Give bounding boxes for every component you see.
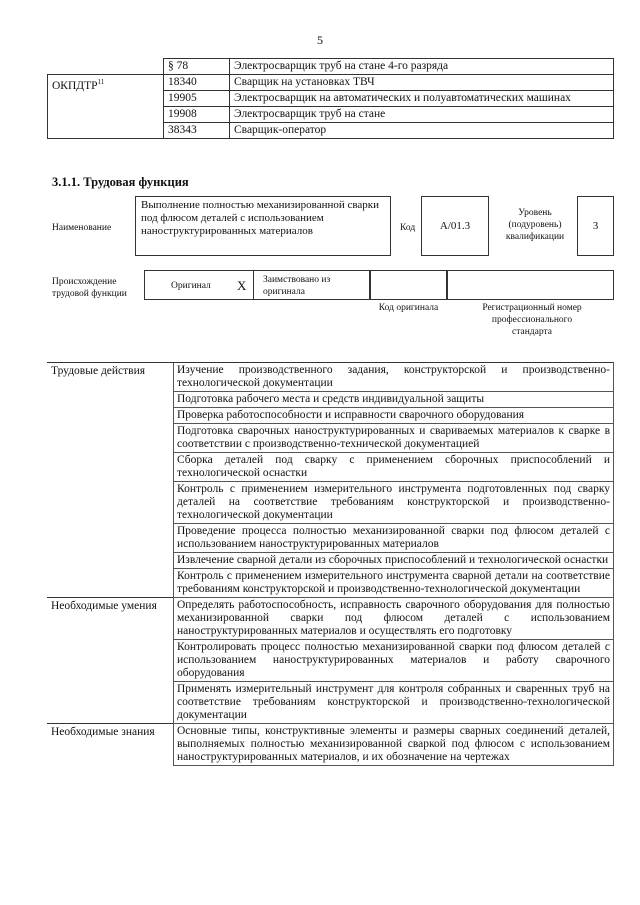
requirement-text: Применять измерительный инструмент для контроля собранных и сваренных труб на соответствие требованиям конструкторской и производственно-технологической документации <box>174 682 614 724</box>
okpdtr-code: § 78 <box>164 59 230 75</box>
requirement-text: Контролировать процесс полностью механизированной сварки под флюсом деталей с использованием наноструктурированных материалов и работу сварочного оборудования <box>174 640 614 682</box>
code-value: A/01.3 <box>439 220 471 232</box>
okpdtr-name: Сварщик-оператор <box>230 123 614 139</box>
origin-box <box>144 270 370 300</box>
requirement-row <box>47 598 614 640</box>
okpdtr-label-cell <box>48 59 164 75</box>
borrowed-label: Заимствовано из оригинала <box>263 275 331 297</box>
section-title: 3.1.1. Трудовая функция <box>52 175 189 189</box>
requirement-text: Определять работоспособность, исправность сварочного оборудования для полностью механизированной сварки под флюсом деталей с использованием наноструктурированных материалов и осуществлять его подготовку <box>174 598 614 640</box>
requirement-row <box>47 363 614 392</box>
okpdtr-label: ОКПДТР <box>52 79 98 92</box>
name-label: Наименование <box>52 223 112 233</box>
okpdtr-name: Электросварщик труб на стане <box>230 107 614 123</box>
origin-label: Происхождение трудовой функции <box>52 277 127 299</box>
reg-caption: Регистрационный номер профессионального стандарта <box>482 303 582 337</box>
okpdtr-row <box>48 59 614 75</box>
group-label: Необходимые знания <box>47 724 174 766</box>
requirement-text: Контроль с применением измерительного инструмента сварной детали на соответствие требованиям конструкторской и производственно-технологической документации <box>174 569 614 598</box>
level-value: 3 <box>592 220 599 232</box>
labor-function-table <box>47 362 614 766</box>
footnote-mark: 11 <box>97 78 105 86</box>
requirement-text: Сборка деталей под сварку с применением сборочных приспособлений и технологической оснастки <box>174 453 614 482</box>
requirement-row <box>47 724 614 766</box>
okpdtr-row <box>48 75 614 91</box>
requirement-text: Подготовка рабочего места и средств индивидуальной защиты <box>174 392 614 408</box>
okpdtr-name: Сварщик на установках ТВЧ <box>230 75 614 91</box>
group-label: Трудовые действия <box>47 363 174 598</box>
level-box <box>577 196 614 256</box>
requirement-text: Подготовка сварочных наноструктурированных и свариваемых материалов к сварке в соответствии с производственно-технической документацией <box>174 424 614 453</box>
okpdtr-code: 19905 <box>164 91 230 107</box>
original-label: Оригинал <box>171 281 211 291</box>
okpdtr-code: 18340 <box>164 75 230 91</box>
origin-divider <box>253 271 254 299</box>
group-label: Необходимые умения <box>47 598 174 724</box>
requirement-text: Основные типы, конструктивные элементы и размеры сварных соединений деталей, выполняемых полностью механизированной сваркой под флюсом с использованием наноструктурированных материалов, и их обозначение на чертежах <box>174 724 614 766</box>
requirement-text: Проведение процесса полностью механизированной сварки под флюсом деталей с использованием наноструктурированных материалов <box>174 524 614 553</box>
requirement-text: Проверка работоспособности и исправности сварочного оборудования <box>174 408 614 424</box>
code-box <box>421 196 489 256</box>
level-label: Уровень (подуровень) квалификации <box>505 208 565 242</box>
reg-number-box <box>447 270 614 300</box>
okpdtr-table <box>47 58 614 139</box>
page-number: 5 <box>317 33 323 47</box>
code-caption: Код оригинала <box>378 303 439 313</box>
function-name-box <box>135 196 391 256</box>
requirement-text: Изучение производственного задания, конструкторской и производственно-технологической документации <box>174 363 614 392</box>
requirement-text: Извлечение сварной детали из сборочных приспособлений и технологической оснастки <box>174 553 614 569</box>
function-name: Выполнение полностью механизированной сварки под флюсом деталей с использованием наноструктурированных материалов <box>141 199 380 237</box>
requirement-text: Контроль с применением измерительного инструмента подготовленных под сварку деталей на соответствие требованиям конструкторской и производственно-технологической документации <box>174 482 614 524</box>
okpdtr-label-cell <box>48 75 164 139</box>
okpdtr-code: 19908 <box>164 107 230 123</box>
okpdtr-name: Электросварщик на автоматических и полуавтоматических машинах <box>230 91 614 107</box>
original-code-box <box>370 270 447 300</box>
okpdtr-code: 38343 <box>164 123 230 139</box>
code-label: Код <box>400 223 416 233</box>
okpdtr-name: Электросварщик труб на стане 4-го разряда <box>230 59 614 75</box>
original-mark: X <box>237 278 247 293</box>
